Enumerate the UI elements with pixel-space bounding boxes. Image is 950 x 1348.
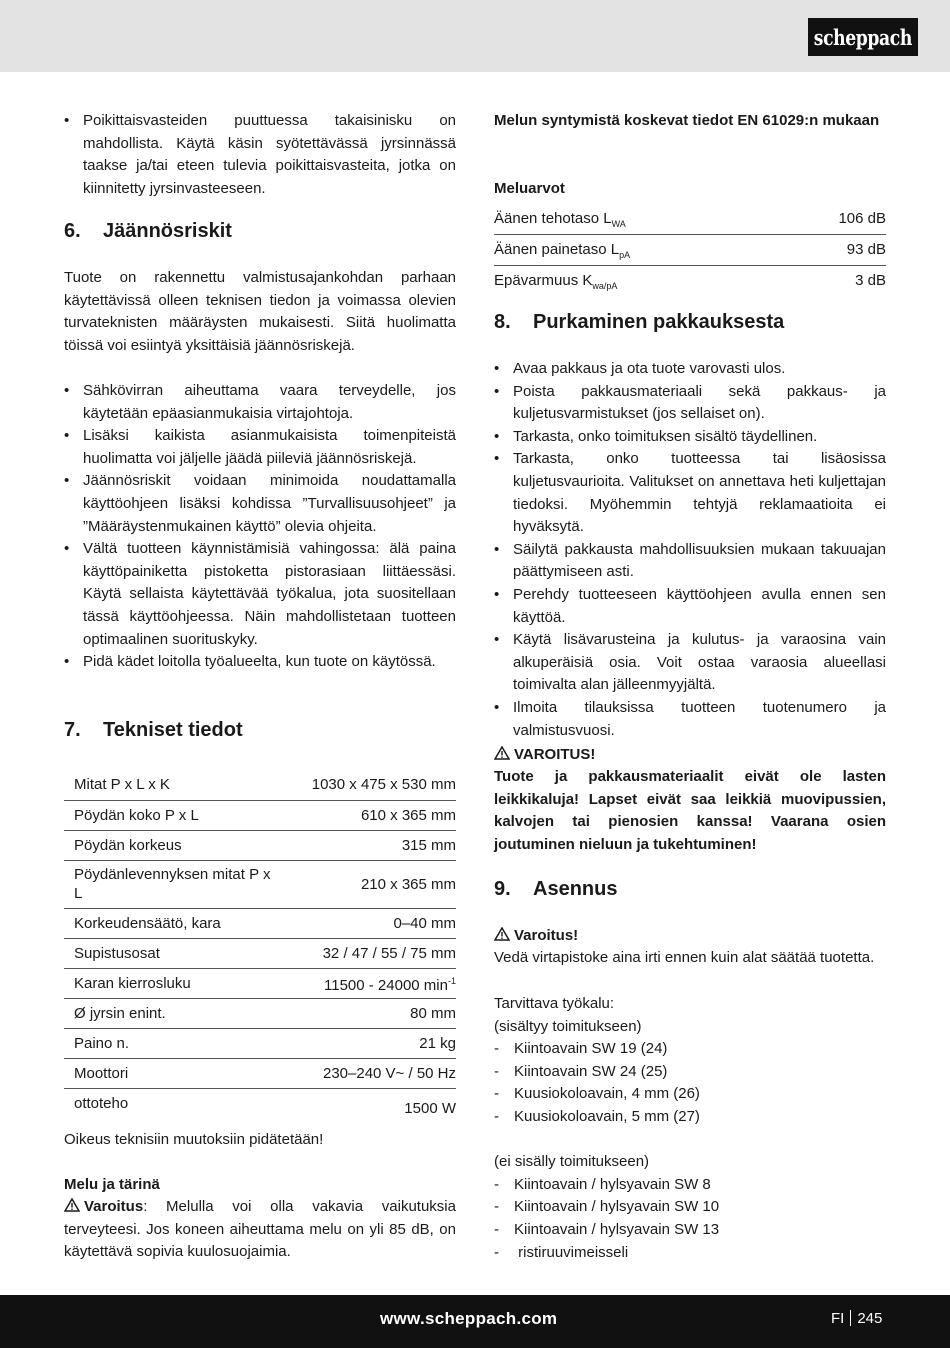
spec-label: Mitat P x L x K <box>74 776 170 794</box>
section-number: 9. <box>494 878 511 900</box>
website-link[interactable]: www.scheppach.com <box>380 1309 558 1328</box>
divider <box>850 1310 851 1326</box>
table-row <box>64 770 456 800</box>
table-row <box>64 938 456 968</box>
noise-values-table <box>494 204 886 296</box>
table-row <box>64 800 456 830</box>
spec-value: 32 / 47 / 55 / 75 mm <box>322 944 456 962</box>
scheppach-logo <box>808 18 918 56</box>
header-bar <box>0 0 950 72</box>
warning-text: : Melulla voi olla vakavia vaikutuksia terveyteesi. Jos koneen aiheuttama melu on yli 85 dB, on käytettävä sopivia kuulosuojaimia. <box>64 1198 456 1261</box>
spec-table <box>64 770 456 1118</box>
section-title: Jäännösriskit <box>103 220 232 242</box>
section-8-heading <box>494 311 784 334</box>
section-number: 6. <box>64 220 81 242</box>
not-included-heading: (ei sisälly toimitukseen) <box>494 1153 650 1171</box>
spec-value: 1500 W <box>404 1100 456 1117</box>
list-item: - Kiintoavain SW 19 (24) <box>494 1038 886 1061</box>
spec-label: Karan kierrosluku <box>74 974 191 992</box>
warning-title-text: VAROITUS! <box>514 746 596 763</box>
spec-value: 0–40 mm <box>393 914 456 932</box>
noise-label-sub: WA <box>611 219 626 229</box>
table-row <box>494 204 886 235</box>
warning-title-text: Varoitus! <box>514 927 579 944</box>
list-item: - Kiintoavain / hylsyavain SW 13 <box>494 1219 886 1242</box>
table-row <box>64 1058 456 1088</box>
spec-label: Supistusosat <box>74 944 160 962</box>
spec-label: Pöydän koko P x L <box>74 806 199 824</box>
residual-risk-list <box>64 380 456 674</box>
section-number: 8. <box>494 311 511 333</box>
spec-label: Pöydänlevennyksen mitat P x L <box>74 866 271 902</box>
list-item: • Jäännösriskit voidaan minimoida noudattamalla käyttöohjeen lisäksi kohdissa ”Turvallisuusohjeet” ja ”Määräystenmukainen käyttö” olevia ohjeita. <box>64 470 456 538</box>
list-item: - Kuusiokoloavain, 4 mm (26) <box>494 1083 886 1106</box>
section-9-heading <box>494 878 617 901</box>
noise-label-cell <box>494 235 785 266</box>
warning-icon <box>494 746 510 760</box>
list-item: - Kiintoavain SW 24 (25) <box>494 1061 886 1084</box>
table-row <box>64 968 456 998</box>
noise-label: Äänen tehotaso L <box>494 210 612 227</box>
noise-warning <box>64 1196 456 1264</box>
intro-bullet: • Poikittaisvasteiden puuttuessa takaisinisku on mahdollista. Käytä käsin syötettävässä jyrsinnässä taakse ja/tai eteen tulevia poikittaisvasteita, jotka on kiinnitetty jyrsinvasteeseen. <box>64 110 456 200</box>
noise-label: Epävarmuus K <box>494 272 593 289</box>
list-item: • Lisäksi kaikista asianmukaisista toimenpiteistä huolimatta voi jäljelle jäädä piileviä jäännösriskejä. <box>64 425 456 470</box>
spec-value: 230–240 V~ / 50 Hz <box>322 1064 456 1082</box>
table-row <box>494 235 886 266</box>
list-item: • Avaa pakkaus ja ota tuote varovasti ulos. <box>494 358 886 381</box>
section-6-heading <box>64 220 232 243</box>
spec-value: 11500 - 24000 min <box>324 976 448 994</box>
list-item: • Tarkasta, onko toimituksen sisältö täydellinen. <box>494 426 886 449</box>
list-item: • Poista pakkausmateriaali sekä pakkaus- ja kuljetusvarmistukset (jos sellaiset on). <box>494 381 886 426</box>
section-6-paragraph: Tuote on rakennettu valmistusajankohdan parhaan käytettävissä olleen teknisen tiedon ja voimassa olevien turvateknisten määräysten mukaisesti. Siitä huolimatta töissä voi esiintyä yksittäisiä jäännösriskejä. <box>64 269 456 354</box>
list-item: - Kiintoavain / hylsyavain SW 8 <box>494 1174 886 1197</box>
unpacking-list <box>494 358 886 742</box>
spacer <box>494 1129 886 1152</box>
warning-label: Varoitus <box>84 1198 144 1215</box>
list-item: - ristiruuvimeisseli <box>494 1242 886 1265</box>
table-row <box>64 998 456 1028</box>
noise-value: 106 dB <box>838 210 886 227</box>
noise-label-cell <box>494 266 785 297</box>
section-8-warning-text: Tuote ja pakkausmateriaalit eivät ole lasten leikkikaluja! Lapset eivät saa leikkiä muovipussien, kalvojen tai pienosien kanssa! Vaarana osien joutuminen nieluun ja tukehtuminen! <box>494 768 886 853</box>
included-heading: (sisältyy toimitukseen) <box>494 1017 642 1035</box>
noise-label-cell <box>494 204 785 235</box>
page-number <box>831 1310 882 1327</box>
page-number-value: 245 <box>857 1310 883 1327</box>
spec-value: 1030 x 475 x 530 mm <box>311 776 456 794</box>
list-item: • Käytä lisävarusteina ja kulutus- ja varaosina vain alkuperäisiä osia. Voit ostaa varaosia alueellasi toimivalta alan jälleenmyyjältä. <box>494 629 886 697</box>
table-row <box>64 1028 456 1058</box>
table-row <box>64 1088 456 1118</box>
list-item: • Säilytä pakkausta mahdollisuuksien mukaan takuuajan päättymiseen asti. <box>494 539 886 584</box>
spec-value: 210 x 365 mm <box>360 875 456 893</box>
list-item: • Tarkasta, onko tuotteessa tai lisäosissa kuljetusvaurioita. Valitukset on annettava heti kuljettajan tiedoksi. Myöhemmin tehtyjä reklamaatioita ei hyväksytä. <box>494 448 886 538</box>
footer-bar <box>0 1295 950 1348</box>
meluarvot-heading: Meluarvot <box>494 180 565 197</box>
tools-heading: Tarvittava työkalu: <box>494 995 615 1012</box>
spec-value: 21 kg <box>419 1034 456 1052</box>
section-7-heading <box>64 719 243 742</box>
spec-label: ottoteho <box>74 1094 129 1112</box>
list-item: • Ilmoita tilauksissa tuotteen tuotenumero ja valmistusvuosi. <box>494 697 886 742</box>
spec-value: 80 mm <box>410 1004 456 1022</box>
spec-label: Ø jyrsin enint. <box>74 1004 166 1022</box>
noise-value: 93 dB <box>846 241 886 258</box>
spec-value-cell <box>274 968 456 998</box>
technical-changes-note: Oikeus teknisiin muutoksiin pidätetään! <box>64 1131 324 1148</box>
spec-label: Moottori <box>74 1064 129 1082</box>
spec-label: Paino n. <box>74 1034 130 1052</box>
spec-value-exponent: -1 <box>447 975 456 986</box>
table-row <box>64 860 456 908</box>
noise-label: Äänen painetaso L <box>494 241 620 258</box>
section-9-warning-text: Vedä virtapistoke aina irti ennen kuin alat säätää tuotetta. <box>494 949 875 966</box>
list-item: • Perehdy tuotteeseen käyttöohjeen avulla ennen sen käyttöä. <box>494 584 886 629</box>
spec-value: 610 x 365 mm <box>360 806 456 824</box>
list-item: • Vältä tuotteen käynnistämisiä vahingossa: älä paina käyttöpainiketta pistoketta pistorasiaan liittäessäsi. Käytä sellaista käytettävää työkalua, jota suositellaan tässä käyttöohjeessa. Näin mahdollistetaan tuotteen optimaalinen suorituskyky. <box>64 538 456 651</box>
spec-label: Pöydän korkeus <box>74 836 182 854</box>
section-title: Tekniset tiedot <box>103 719 243 741</box>
logo-text: scheppach <box>813 24 913 50</box>
section-number: 7. <box>64 719 81 741</box>
noise-heading: Melu ja tärinä <box>64 1176 160 1193</box>
list-item: • Pidä kädet loitolla työalueelta, kun tuote on käytössä. <box>64 651 456 674</box>
warning-icon <box>494 927 510 941</box>
table-row <box>494 266 886 297</box>
section-title: Purkaminen pakkauksesta <box>533 311 785 333</box>
spec-label: Korkeudensäätö, kara <box>74 914 221 932</box>
language-code: FI <box>831 1310 845 1327</box>
table-row <box>64 830 456 860</box>
section-title: Asennus <box>533 878 618 900</box>
section-8-warning-title <box>494 744 595 767</box>
spec-value: 315 mm <box>401 836 456 854</box>
tools-block <box>494 993 886 1264</box>
noise-label-sub: pA <box>619 250 631 260</box>
noise-info-heading: Melun syntymistä koskevat tiedot EN 61029:n mukaan <box>494 112 880 129</box>
list-item: • Sähkövirran aiheuttama vaara terveydelle, jos käytetään epäasianmukaisia virtajohtoja. <box>64 380 456 425</box>
intro-bullets <box>64 110 456 200</box>
warning-icon <box>64 1198 80 1212</box>
noise-label-sub: wa/pA <box>592 281 618 291</box>
list-item: - Kuusiokoloavain, 5 mm (27) <box>494 1106 886 1129</box>
section-9-warning-title <box>494 925 578 948</box>
noise-value: 3 dB <box>855 272 886 289</box>
table-row <box>64 908 456 938</box>
list-item: - Kiintoavain / hylsyavain SW 10 <box>494 1196 886 1219</box>
